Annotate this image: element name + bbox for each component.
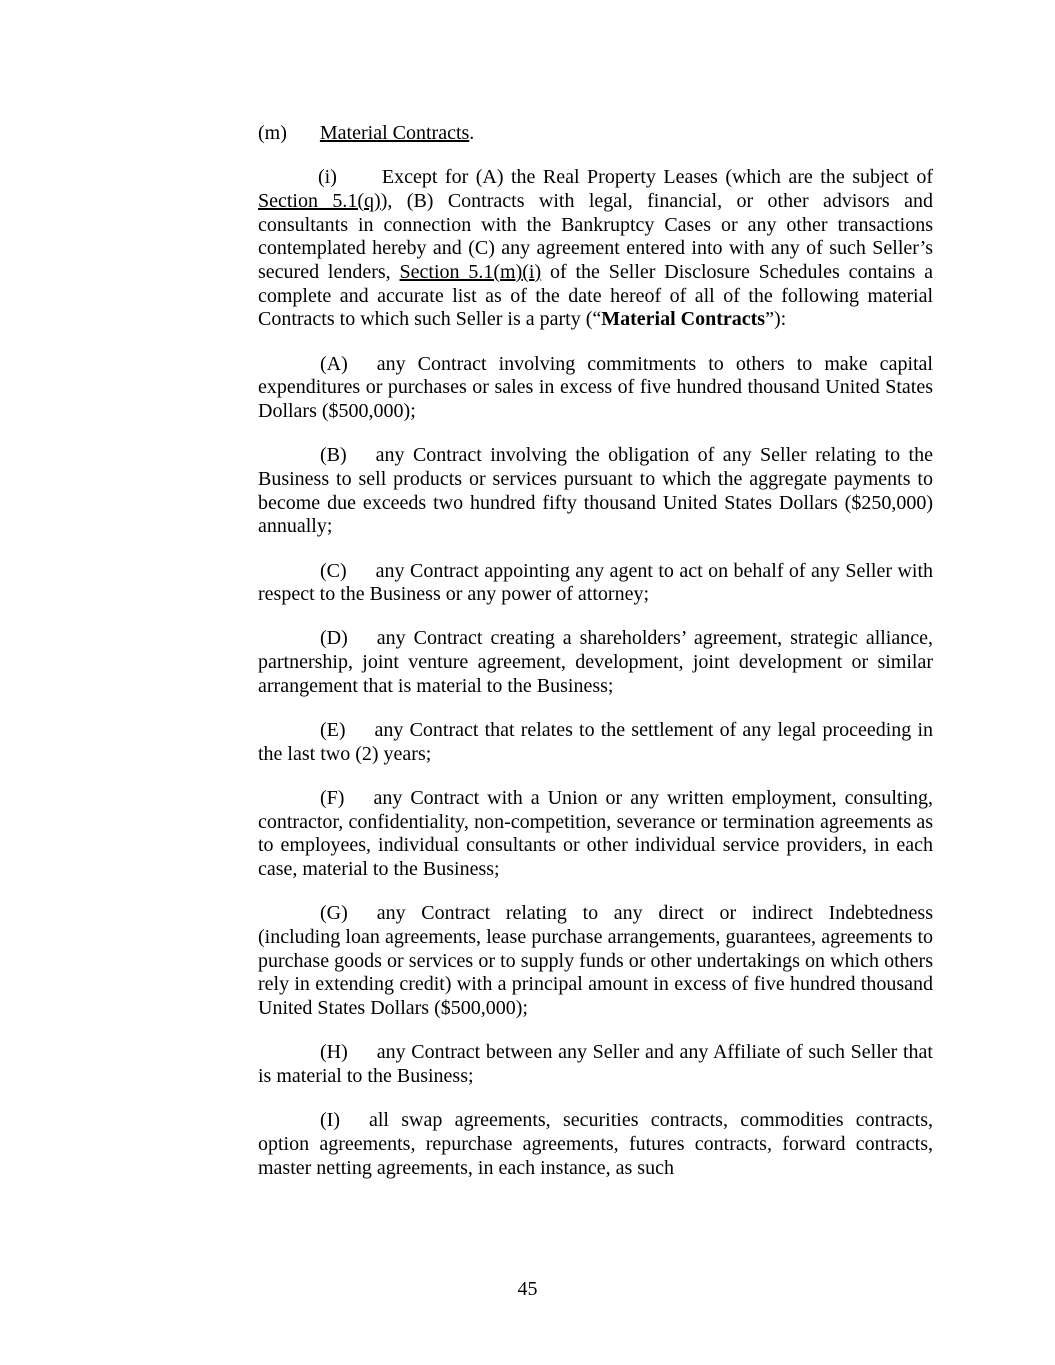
section-title: Material Contracts — [319, 122, 470, 144]
item-label: (A) — [320, 352, 348, 375]
item-label: (G) — [320, 902, 348, 925]
page-number: 45 — [517, 1278, 538, 1300]
contract-item-g — [258, 902, 933, 1021]
item-text: any Contract between any Seller and any Affiliate of such Seller that is material to the Business; — [258, 1041, 933, 1087]
section-heading — [258, 122, 933, 146]
item-label: (B) — [320, 444, 347, 467]
item-text: any Contract relating to any direct or indirect Indebtedness (including loan agreements, lease purchase arrangements, guarantees, agreements to purchase goods or services or to supply funds or other undertakings on which others rely in extending credit) with a principal amount in excess of five hundred thousand United States Dollars ($500,000); — [258, 902, 933, 1020]
section-title-period: . — [469, 122, 475, 144]
defined-term-material-contracts: Material Contracts — [601, 308, 766, 331]
item-text: any Contract that relates to the settlement of any legal proceeding in the last two (2) years; — [258, 719, 933, 765]
item-label: (I) — [320, 1109, 340, 1132]
paragraph-i-text-1: Except for (A) the Real Property Leases (which are the subject of — [381, 166, 933, 189]
item-label: (F) — [320, 786, 345, 809]
contract-item-e — [258, 719, 933, 766]
item-label: (C) — [320, 559, 347, 582]
contract-item-i — [258, 1109, 933, 1180]
contract-item-f — [258, 787, 933, 882]
item-text: all swap agreements, securities contracts, commodities contracts, option agreements, repurchase agreements, futures contracts, forward contracts, master netting agreements, in each instance, as such — [258, 1109, 933, 1179]
section-label: (m) — [258, 122, 287, 144]
contract-item-a — [258, 353, 933, 424]
paragraph-i-text-2: ), (B) Contracts with legal, financial, or other advisors and consultants in connection with the Bankruptcy Cases or any other transactions contemplated hereby and (C) any agreement entered into with any of such Seller’s secured lenders, — [258, 189, 933, 284]
contract-item-c — [258, 560, 933, 607]
item-text: any Contract appointing any agent to act on behalf of any Seller with respect to the Business or any power of attorney; — [258, 559, 933, 606]
contract-item-h — [258, 1041, 933, 1088]
item-label: (D) — [320, 627, 348, 650]
item-text: any Contract involving commitments to others to make capital expenditures or purchases or sales in excess of five hundred thousand United States Dollars ($500,000); — [258, 352, 933, 423]
section-reference-5-1-q: Section 5.1(q) — [258, 189, 381, 212]
item-text: any Contract involving the obligation of any Seller relating to the Business to sell products or services pursuant to which the aggregate payments to become due exceeds two hundred fifty thousand United States Dollars ($250,000) annually; — [258, 444, 933, 538]
clause-i-label: (i) — [318, 166, 337, 189]
document-content — [258, 122, 933, 1201]
item-label: (H) — [320, 1041, 348, 1064]
section-reference-5-1-m-i: Section 5.1(m)(i) — [399, 261, 542, 284]
item-text: any Contract creating a shareholders’ agreement, strategic alliance, partnership, joint venture agreement, development, joint development or similar arrangement that is material to the Business; — [258, 627, 933, 697]
contract-item-b — [258, 444, 933, 539]
paragraph-i-text-4: ”): — [765, 308, 787, 331]
contract-item-d — [258, 627, 933, 698]
paragraph-i-text-3: of the Seller Disclosure Schedules contains a complete and accurate list as of the date hereof of all of the following material Contracts to which such Seller is a party (“ — [258, 261, 934, 331]
paragraph-i — [258, 166, 933, 332]
item-text: any Contract with a Union or any written employment, consulting, contractor, confidentiality, non-competition, severance or termination agreements as to employees, individual consultants or other individual service providers, in each case, material to the Business; — [258, 786, 933, 881]
item-label: (E) — [320, 719, 346, 742]
